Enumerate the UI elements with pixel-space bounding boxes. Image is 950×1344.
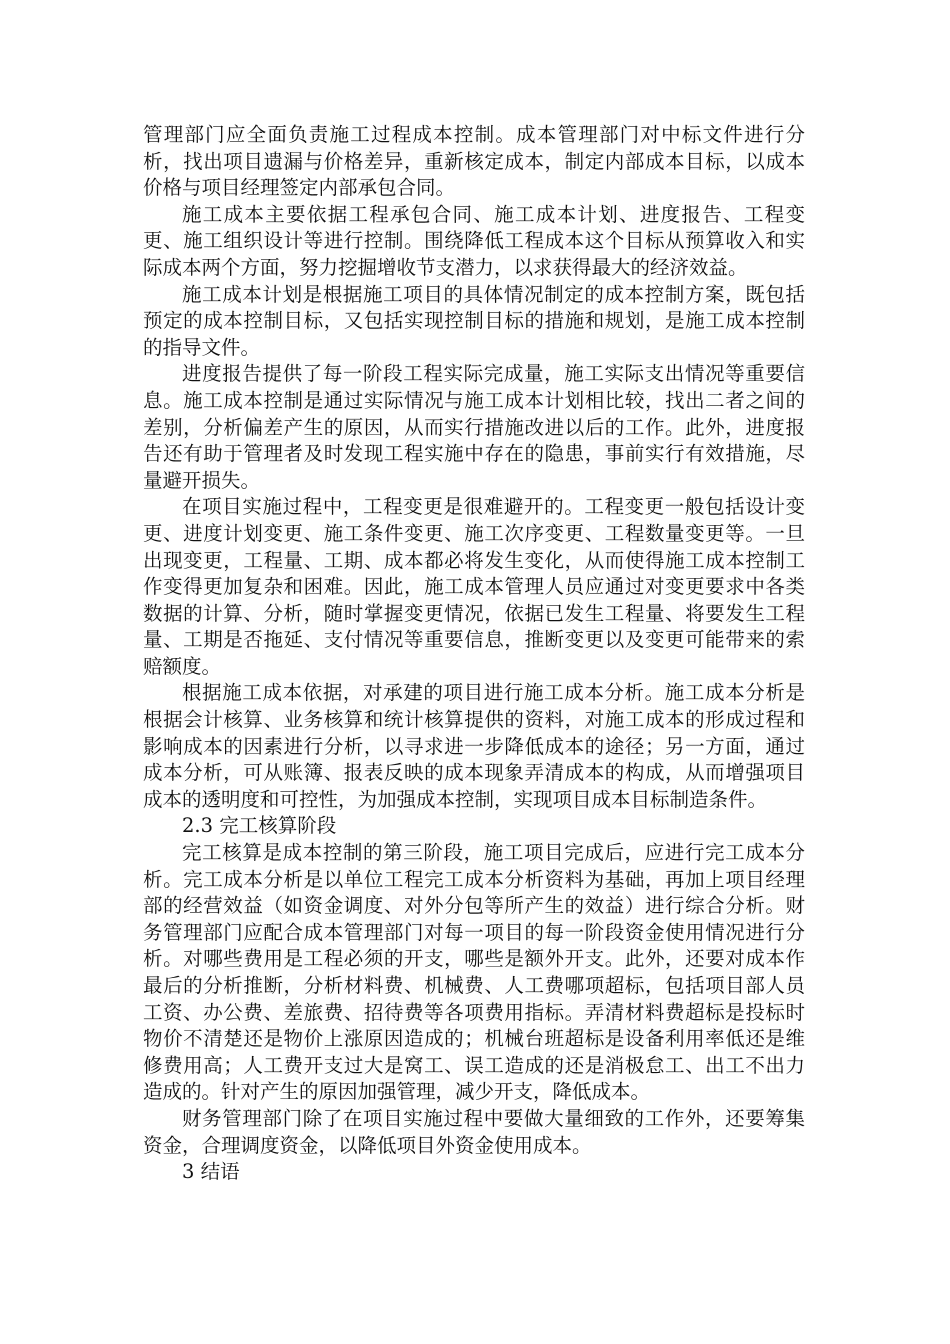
- paragraph-finance-department: 财务管理部门除了在项目实施过程中要做大量细致的工作外，还要筹集资金，合理调度资金，以降低项目外资金使用成本。: [143, 1106, 805, 1157]
- paragraph-completion-accounting: 完工核算是成本控制的第三阶段，施工项目完成后，应进行完工成本分析。完工成本分析是以单位工程完工成本分析资料为基础，再加上项目经理部的经营效益（如资金调度、对外分包等所产生的效益）进行综合分析。财务管理部门应配合成本管理部门对每一项目的每一阶段资金使用情况进行分析。对哪些费用是工程必须的开支，哪些是额外开支。此外，还要对成本作最后的分析推断，分析材料费、机械费、人工费哪项超标，包括项目部人员工资、办公费、差旅费、招待费等各项费用指标。弄清材料费超标是投标时物价不清楚还是物价上涨原因造成的；机械台班超标是设备利用率低还是维修费用高；人工费开支过大是窝工、误工造成的还是消极怠工、出工不出力造成的。针对产生的原因加强管理，减少开支，降低成本。: [143, 841, 805, 1104]
- paragraph-progress-report: 进度报告提供了每一阶段工程实际完成量，施工实际支出情况等重要信息。施工成本控制是通过实际情况与施工成本计划相比较，找出二者之间的差别，分析偏差产生的原因，从而实行措施改进以后的工作。此外，进度报告还有助于管理者及时发现工程实施中存在的隐患，事前实行有效措施，尽量避开损失。: [143, 362, 805, 492]
- paragraph-cost-plan: 施工成本计划是根据施工项目的具体情况制定的成本控制方案，既包括预定的成本控制目标，又包括实现控制目标的措施和规划，是施工成本控制的指导文件。: [143, 282, 805, 359]
- paragraph-cost-control-basis: 施工成本主要依据工程承包合同、施工成本计划、进度报告、工程变更、施工组织设计等进行控制。围绕降低工程成本这个目标从预算收入和实际成本两个方面，努力挖掘增收节支潜力，以求获得最大的经济效益。: [143, 202, 805, 279]
- section-heading-2-3: 2.3 完工核算阶段: [182, 814, 337, 838]
- paragraph-engineering-change: 在项目实施过程中，工程变更是很难避开的。工程变更一般包括设计变更、进度计划变更、施工条件变更、施工次序变更、工程数量变更等。一旦出现变更，工程量、工期、成本都必将发生变化，从而使得施工成本控制工作变得更加复杂和困难。因此，施工成本管理人员应通过对变更要求中各类数据的计算、分析，随时掌握变更情况，依据已发生工程量、将要发生工程量、工期是否拖延、支付情况等重要信息，推断变更以及变更可能带来的索赔额度。: [143, 495, 805, 678]
- document-body: [143, 122, 805, 1186]
- paragraph-cost-analysis: 根据施工成本依据，对承建的项目进行施工成本分析。施工成本分析是根据会计核算、业务核算和统计核算提供的资料，对施工成本的形成过程和影响成本的因素进行分析，以寻求进一步降低成本的途径；另一方面，通过成本分析，可从账簿、报表反映的成本现象弄清成本的构成，从而增强项目成本的透明度和可控性，为加强成本控制，实现项目成本目标制造条件。: [143, 681, 805, 811]
- paragraph-cost-management-department: 管理部门应全面负责施工过程成本控制。成本管理部门对中标文件进行分析，找出项目遗漏与价格差异，重新核定成本，制定内部成本目标，以成本价格与项目经理签定内部承包合同。: [143, 123, 805, 200]
- section-heading-3-conclusion: 3 结语: [182, 1160, 240, 1184]
